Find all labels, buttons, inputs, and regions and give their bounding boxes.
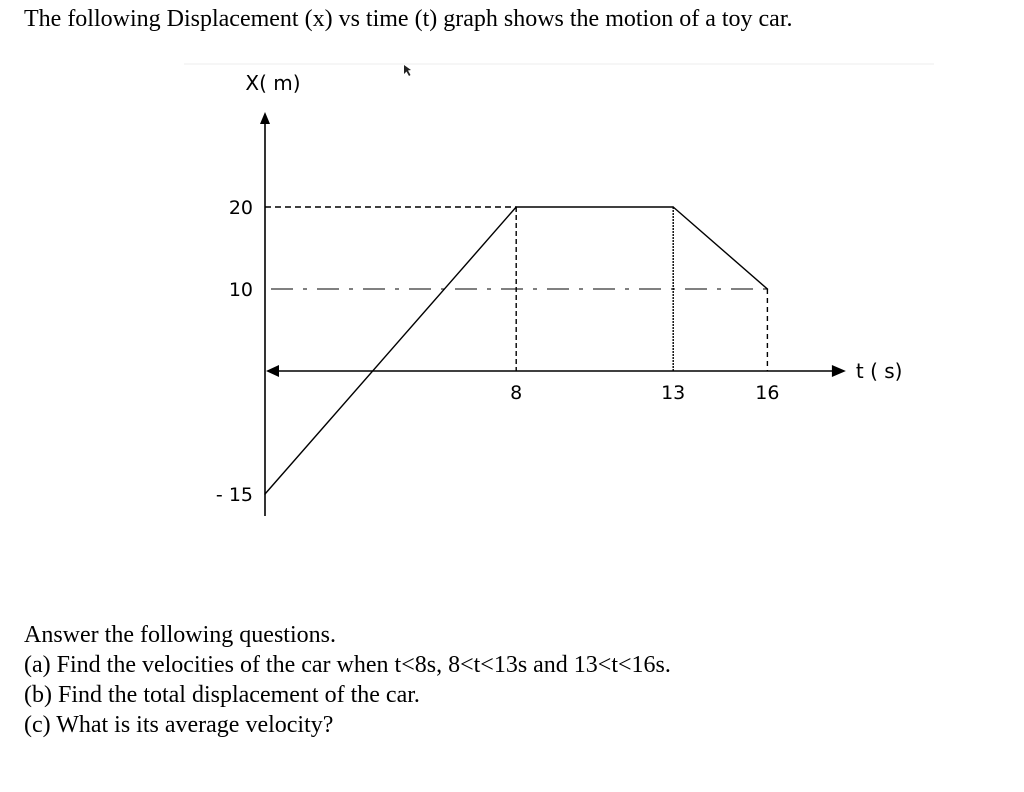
x-tick-label-13: 13: [661, 382, 686, 404]
data-point-1: [515, 206, 517, 208]
question-b: (b) Find the total displacement of the car.: [24, 682, 420, 708]
data-point-0: [264, 493, 266, 495]
data-point-3: [767, 288, 769, 290]
x-tick-label-8: 8: [510, 382, 523, 404]
problem-intro: The following Displacement (x) vs time (t) graph shows the motion of a toy car.: [24, 6, 793, 32]
questions-block: [24, 620, 671, 740]
series-segment-0: [265, 207, 516, 494]
chart-layer: [216, 71, 903, 516]
question-a: (a) Find the velocities of the car when t<8s, 8<t<13s and 13<t<16s.: [24, 652, 671, 678]
data-point-2: [672, 206, 674, 208]
y-axis-label: X( m): [245, 71, 301, 95]
y-tick-label-2: - 15: [215, 484, 253, 506]
x-tick-label-16: 16: [755, 382, 780, 404]
y-tick-label-0: 20: [228, 197, 253, 219]
y-tick-label-1: 10: [228, 279, 253, 301]
x-axis-right-arrow: [832, 365, 846, 377]
cursor-icon: [404, 65, 411, 76]
y-axis-arrow: [260, 112, 270, 124]
x-axis-left-arrow: [266, 365, 279, 377]
series-segment-2: [673, 207, 767, 289]
question-c: (c) What is its average velocity?: [24, 712, 334, 738]
questions-intro: Answer the following questions.: [24, 622, 336, 648]
x-axis-label: t ( s): [855, 359, 903, 383]
